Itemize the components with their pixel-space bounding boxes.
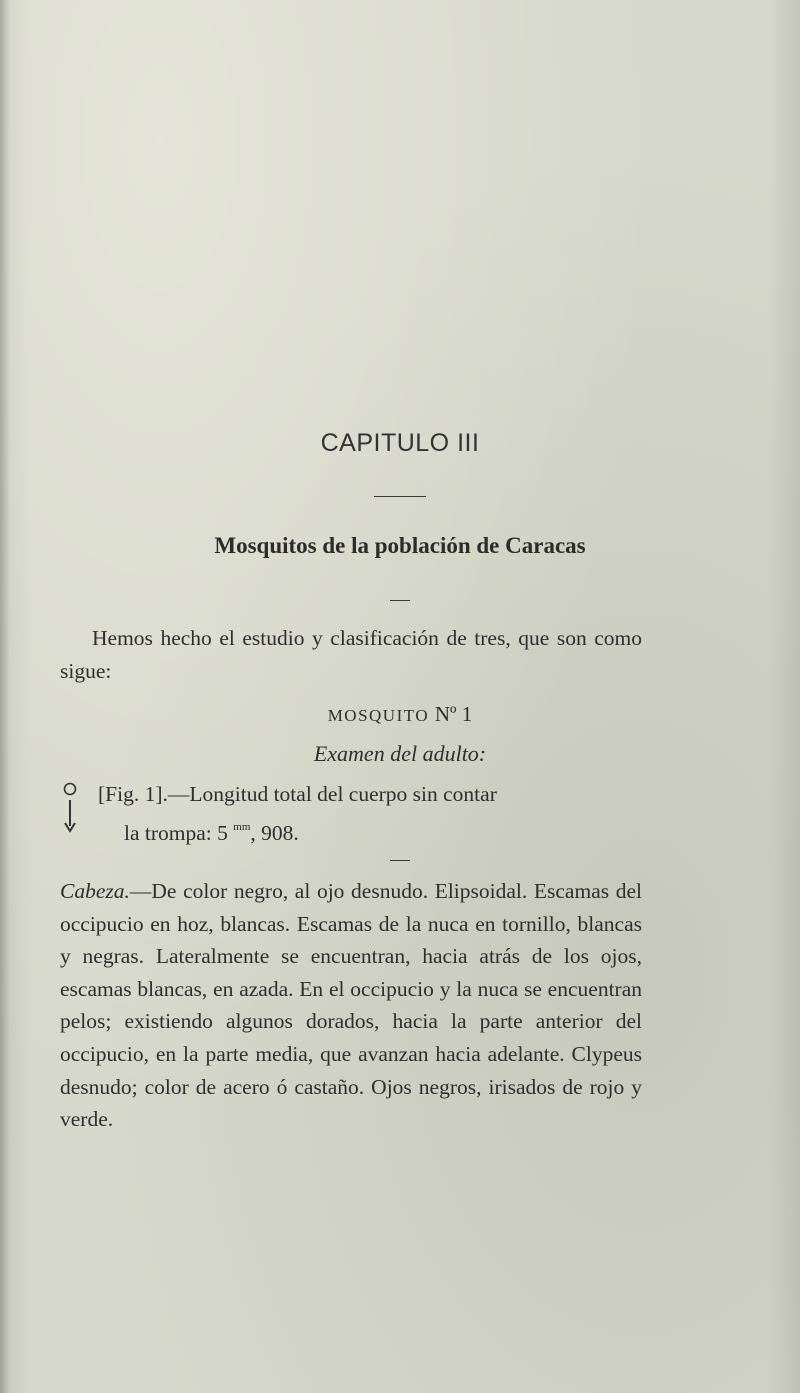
section-label: Cabeza. — [60, 879, 130, 903]
mosquito-subheading — [0, 702, 800, 727]
description-text: —De color negro, al ojo desnudo. Elipsoidal. Escamas del occipucio en hoz, blancas. Escamas de la nuca en tornillo, blancas y negras. Lateralmente se encuentran, hacia atrás de los ojos, escamas blancas, en azada. En el occipucio y la nuca se encuentran pelos; existiendo algunos dorados, hacia la parte anterior del occipucio, en la parte media, que avanzan hacia adelante. Clypeus desnudo; color de acero ó castaño. Ojos negros, irisados de rojo y verde. — [60, 879, 642, 1132]
male-symbol-icon — [60, 780, 82, 836]
divider-rule — [374, 496, 426, 497]
intro-paragraph: Hemos hecho el estudio y clasificación de tres, que son como sigue: — [60, 626, 642, 683]
figure-length-suffix: , 908. — [250, 821, 299, 845]
figure-length-prefix: la trompa: 5 — [124, 821, 234, 845]
figure-line-1 — [98, 778, 643, 811]
divider-rule — [390, 600, 410, 601]
page-title: Mosquitos de la población de Caracas — [214, 533, 586, 558]
page-edge-shadow — [0, 0, 10, 1393]
unit-superscript: mm — [233, 821, 251, 833]
subheading-label: MOSQUITO — [327, 706, 430, 725]
subheading-number: Nº 1 — [434, 702, 473, 726]
figure-entry — [98, 778, 643, 850]
chapter-heading: CAPITULO III — [320, 429, 480, 457]
head-description-paragraph — [60, 875, 642, 1136]
figure-line-2 — [98, 811, 643, 850]
divider-rule — [390, 860, 410, 861]
figure-line-1-text: [Fig. 1].—Longitud total del cuerpo sin contar — [98, 782, 497, 806]
exam-heading: Examen del adulto: — [313, 741, 487, 766]
